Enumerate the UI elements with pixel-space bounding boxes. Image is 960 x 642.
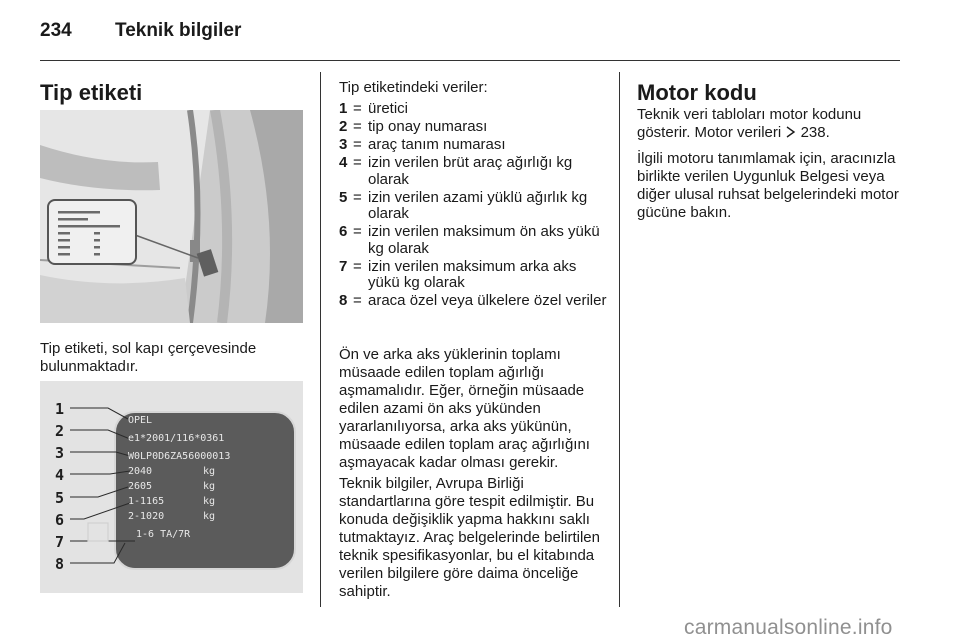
label-line-gross-weight: 2040: [128, 466, 153, 477]
label-line-front-axle: 1-1165: [128, 496, 165, 507]
section-heading-engine-code: Motor kodu: [637, 80, 757, 105]
type-label-diagram: [40, 381, 303, 593]
label-line-type-approval: e1*2001/116*0361: [128, 433, 225, 444]
callout-1: 1: [55, 400, 65, 418]
list-item-text: izin verilen brüt araç ağırlığı kg olarak: [368, 154, 573, 188]
reference-arrow-icon: [785, 125, 796, 137]
list-item-text: izin verilen maksimum arka aks yükü kg olarak: [368, 257, 577, 291]
list-item: [339, 293, 609, 310]
type-label-plate: [40, 381, 303, 593]
list-item-text: izin verilen azami yüklü ağırlık kg olarak: [368, 188, 588, 222]
label-unit-kg: kg: [203, 511, 216, 522]
list-item-text: üretici: [368, 100, 409, 117]
callout-2: 2: [55, 422, 65, 440]
label-unit-kg: kg: [203, 466, 216, 477]
callout-4: 4: [55, 466, 65, 484]
list-item: [339, 101, 609, 118]
list-item-number: 4: [339, 154, 348, 171]
list-item-number: 2: [339, 118, 348, 135]
door-frame-photo: [40, 110, 303, 323]
callout-6: 6: [55, 511, 65, 529]
list-item-equals: =: [353, 118, 362, 135]
column-divider-right: [619, 72, 620, 607]
eu-standards-paragraph: Teknik bilgiler, Avrupa Birliği standartlarına göre tespit edilmiştir. Bu konuda değişiklik yapma hakkını saklı tutmaktayız. Araç belgelerinde belirtilen teknik spesifikasyonlar, bu el kitabında verilen bilgilere göre daima önceliğe sahiptir.: [339, 475, 600, 600]
callout-3: 3: [55, 444, 65, 462]
list-item-number: 8: [339, 292, 348, 309]
label-line-manufacturer: OPEL: [128, 415, 153, 426]
label-line-vin: W0LP0D6ZA56000013: [128, 451, 231, 462]
list-item-number: 5: [339, 188, 348, 206]
callout-8: 8: [55, 555, 65, 573]
list-item-text: izin verilen maksimum ön aks yükü kg olarak: [368, 223, 600, 257]
list-item-equals: =: [353, 188, 362, 206]
site-watermark: carmanualsonline.info: [684, 616, 893, 639]
door-frame-illustration: [40, 110, 303, 323]
list-item: [339, 259, 609, 292]
label-unit-kg: kg: [203, 496, 216, 507]
list-item-equals: =: [353, 154, 362, 171]
list-item-number: 1: [339, 100, 348, 117]
list-item-number: 6: [339, 223, 348, 240]
label-line-specific-data: 1-6 TA/7R: [136, 529, 191, 540]
engine-code-text: Teknik veri tabloları motor kodunu gösterir. Motor verileri: [637, 106, 862, 141]
list-item-equals: =: [353, 100, 362, 117]
list-item: [339, 137, 609, 154]
section-heading-type-label: Tip etiketi: [40, 80, 143, 105]
list-item-text: araca özel veya ülkelere özel veriler: [368, 292, 607, 309]
list-item-equals: =: [353, 223, 362, 240]
engine-code-paragraph: [637, 106, 897, 142]
label-unit-kg: kg: [203, 481, 216, 492]
list-item-number: 7: [339, 257, 348, 275]
engine-identification-paragraph: İlgili motoru tanımlamak için, aracınızla birlikte verilen Uygunluk Belgesi veya diğer ulusal ruhsat belgelerindeki motor gücüne bakın.: [637, 150, 899, 221]
callout-5: 5: [55, 489, 65, 507]
list-item: [339, 155, 609, 188]
list-item: [339, 119, 609, 136]
list-item: [339, 224, 609, 257]
type-label-caption: Tip etiketi, sol kapı çerçevesinde bulunmaktadır.: [40, 340, 257, 375]
header-divider: [40, 60, 900, 61]
label-line-train-weight: 2605: [128, 481, 153, 492]
list-item-equals: =: [353, 257, 362, 275]
list-item-equals: =: [353, 292, 362, 309]
page-reference-link[interactable]: 238.: [800, 124, 830, 141]
callout-7: 7: [55, 533, 65, 551]
list-item-text: tip onay numarası: [368, 118, 488, 135]
page-header-title: Teknik bilgiler: [115, 20, 242, 41]
column-divider-left: [320, 72, 321, 607]
list-item-equals: =: [353, 136, 362, 153]
list-item-text: araç tanım numarası: [368, 136, 506, 153]
page-number: 234: [40, 20, 72, 41]
list-item-number: 3: [339, 136, 348, 153]
type-label-data-list: [339, 101, 609, 311]
list-item: [339, 190, 609, 223]
type-label-data-intro: Tip etiketindeki veriler:: [339, 79, 488, 96]
label-line-rear-axle: 2-1020: [128, 511, 165, 522]
axle-load-paragraph: Ön ve arka aks yüklerinin toplamı müsaade edilen toplam ağırlığı aşmamalıdır. Eğer, örneğin müsaade edilen azami ön aks yükünden yararlanılıyorsa, arka aks yükünün, müsaade edilen toplam araç ağırlığını aşmayacak kadar olması gerekir.: [339, 346, 590, 471]
